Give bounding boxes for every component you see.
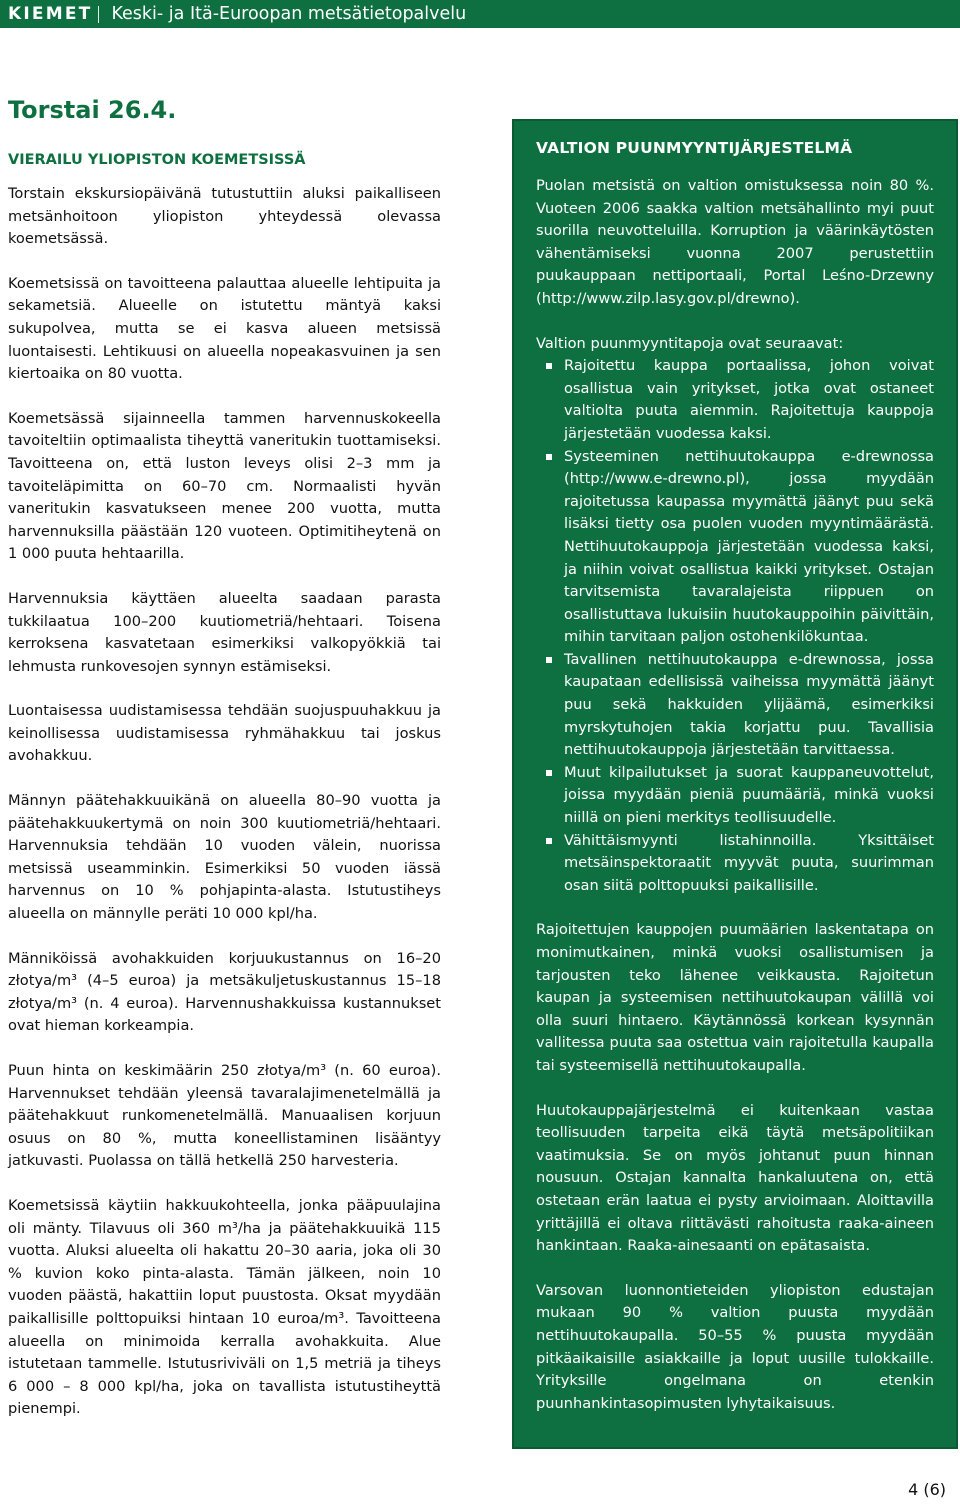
square-bullet-icon [546,454,552,460]
main-article [8,149,441,1443]
square-bullet-icon [546,838,552,844]
sidebar-paragraph: Varsovan luonnontieteiden yliopiston edustajan mukaan 90 % valtion puusta myydään nettihuutokaupalla. 50–55 % puusta myydään pitkäaikaisille asiakkaille ja loput uusille tulokkaille. Yrityksille ongelmana on etenkin puunhankintasopimusten lyhytaikaisuus. [536,1281,934,1412]
sidebar-paragraph: Rajoitettujen kauppojen puumäärien laskentatapa on monimutkainen, minkä vuoksi osallistumisen ja tarjousten teko lähenee veikkausta. Rajoitetun kaupan ja systeemisen nettihuutokaupan välillä voi olla suuri hintaero. Käytännössä korkean kysynnän vallitessa puuta saa ostettua vain rajoitetulla kaupalla tai systeemisellä nettihuutokaupalla. [536,921,934,1074]
header-bar [0,0,960,28]
square-bullet-icon [546,770,552,776]
sidebar-intro: Valtion puunmyyntitapoja ovat seuraavat: [536,334,844,352]
sidebar-paragraph: Puolan metsistä on valtion omistuksessa noin 80 %. Vuoteen 2006 saakka valtion metsähallinto myi puut suorilla neuvotteluilla. Korruption ja väärinkäytösten vähentämiseksi vuonna 2007 perustettiin puukauppaan nettiportaali, Portal Leśno-Drzewny (http://www.zilp.lasy.gov.pl/drewno). [536,177,934,307]
list-item [536,355,934,445]
list-item-text: Tavallinen nettihuutokauppa e-drewnossa, jossa kaupataan edellisissä vaiheissa myymättä jäänyt puu sekä hakkuiden ylijäämä, esimerkiksi myrskytuhojen takia korjattu puu. Tavallisia nettihuutokauppoja järjestetään tarvittaessa. [564,650,934,759]
article-paragraph: Torstain ekskursiopäivänä tutustuttiin aluksi paikalliseen metsänhoitoon yliopiston yhteydessä olevassa koemetsässä. [8,185,441,248]
list-item-text: Systeeminen nettihuutokauppa e-drewnossa (http://www.e-drewno.pl), jossa myydään rajoitetussa kaupassa myymättä jäänyt puu sekä lisäksi tietty osa puolen vuoden myyntimäärästä. Nettihuutokauppoja järjestetään vuodessa kaksi, ja niihin voivat osallistua kaikki yritykset. Ostajan tarvitsemista tavaralajeista riippuen on osallistuttava lukuisiin huutokauppoihin päivittäin, mihin tarvitaan paljon ostohenkilökuntaa. [564,447,934,646]
list-item [536,830,934,898]
list-item-text: Vähittäismyynti listahinnoilla. Yksittäiset metsäinspektoraatit myyvät puuta, suurimman osan siitä polttopuuksi paikallisille. [564,831,934,894]
list-item [536,762,934,830]
sidebar-paragraph: Huutokauppajärjestelmä ei kuitenkaan vastaa teollisuuden tarpeita eikä täytä metsäpolitiikan vaatimuksia. Se on myös johtanut puun hinnan nousuun. Ostajan kannalta hankaluutena on, että ostetaan erän laatua ei pysty arvioimaan. Aloittavilla yrittäjillä ei oltava riittävästi rahoitusta raaka-aineen hankintaan. Raaka-ainesaanti on epätasaista. [536,1101,934,1255]
article-paragraph: Koemetsissä käytiin hakkuukohteella, jonka pääpuulajina oli mänty. Tilavuus oli 360 m³/ha ja päätehakkuuikä 115 vuotta. Aluksi alueelta oli hakattu 20–30 aaria, joka oli 30 % kuvion koko pinta-alasta. Tämän jälkeen, noin 10 vuoden päästä, hakattiin loput puustosta. Oksat myydään paikallisille polttopuiksi hintaan 10 euroa/m³. Tavoitteena alueella on minimoida kerralla avohakkuita. Alue istutetaan tammelle. Istutusriviväli on 1,5 metriä ja tiheys 6 000 – 8 000 kpl/ha, joka on tavallista istutustiheyttä pienempi. [8,1196,441,1418]
article-paragraph: Puun hinta on keskimäärin 250 złotya/m³ (n. 60 euroa). Harvennukset tehdään yleensä tavaralajimenetelmällä ja päätehakkuut runkomenetelmällä. Manuaalisen korjuun osuus on 80 %, mutta koneellistaminen lisääntyy jatkuvasti. Puolassa on tällä hetkellä 250 harvesteria. [8,1062,441,1170]
list-item-text: Muut kilpailutukset ja suorat kauppaneuvottelut, joissa myydään pieniä puumääriä, minkä vuoksi niillä on pieni merkitys teollisuudelle. [564,763,934,827]
header-title: Keski- ja Itä-Euroopan metsätietopalvelu [111,4,467,24]
article-paragraph: Luontaisessa uudistamisessa tehdään suojuspuuhakkuu ja keinollisessa uudistamisessa ryhmähakkuu tai joskus avohakkuu. [8,702,441,765]
article-paragraph: Koemetsissä on tavoitteena palauttaa alueelle lehtipuita ja sekametsiä. Alueelle on istutettu mäntyä kaksi sukupolvea, mutta se ei kasva alueen metsissä luontaisesti. Lehtikuusi on alueella nopeakasvuinen ja sen kiertoaika on 80 vuotta. [8,274,441,383]
list-item [536,649,934,762]
brand-logo: KIEMET [8,4,93,24]
square-bullet-icon [546,657,552,663]
sidebar-box [512,119,958,1449]
list-item [536,446,934,649]
page-number: 4 (6) [908,1480,946,1499]
square-bullet-icon [546,363,552,369]
article-paragraph: Koemetsässä sijainneella tammen harvennuskokeella tavoiteltiin optimaalista tiheyttä vaneritukin tuottamiseksi. Tavoitteena on, että luston leveys olisi 2–3 mm ja tavoiteläpimitta on 60–70 cm. Normaalisti hyvän vaneritukin kasvatukseen menee 200 vuotta, mutta harvennuksilla päästään 120 vuoteen. Optimitiheytenä on 1 000 puuta hehtaarilla. [8,409,441,563]
sales-methods-list [536,355,934,897]
page-title: Torstai 26.4. [8,96,177,124]
list-item-text: Rajoitettu kauppa portaalissa, johon voivat osallistua vain yritykset, jotka ovat ostaneet valtiolta puuta aiemmin. Rajoitettuja kauppoja järjestetään vuodessa kaksi. [564,357,934,442]
article-paragraph: Harvennuksia käyttäen alueelta saadaan parasta tukkilaatua 100–200 kuutiometriä/hehtaari. Toisena kerroksena kasvatetaan esimerkiksi valkopyökkiä tai lehmusta runkovesojen synnyn estämiseksi. [8,589,441,675]
article-paragraph: Männiköissä avohakkuiden korjuukustannus on 16–20 złotya/m³ (4–5 euroa) ja metsäkuljetuskustannus 15–18 złotya/m³ (n. 4 euroa). Harvennushakkuissa kustannukset ovat hieman korkeampia. [8,949,441,1035]
article-paragraph: Männyn päätehakkuuikänä on alueella 80–90 vuotta ja päätehakkuukertymä on noin 300 kuutiometriä/hehtaari. Harvennuksia tehdään 10 vuoden välein, nuorissa metsissä useamminkin. Esimerkiksi 50 vuoden iässä harvennus on 10 % pohjapinta-alasta. Istutustiheys alueella on männylle peräti 10 000 kpl/ha. [8,792,441,923]
section-heading: VIERAILU YLIOPISTON KOEMETSISSÄ [8,152,306,168]
header-divider [98,6,99,23]
sidebar-heading: VALTION PUUNMYYNTIJÄRJESTELMÄ [536,139,853,157]
